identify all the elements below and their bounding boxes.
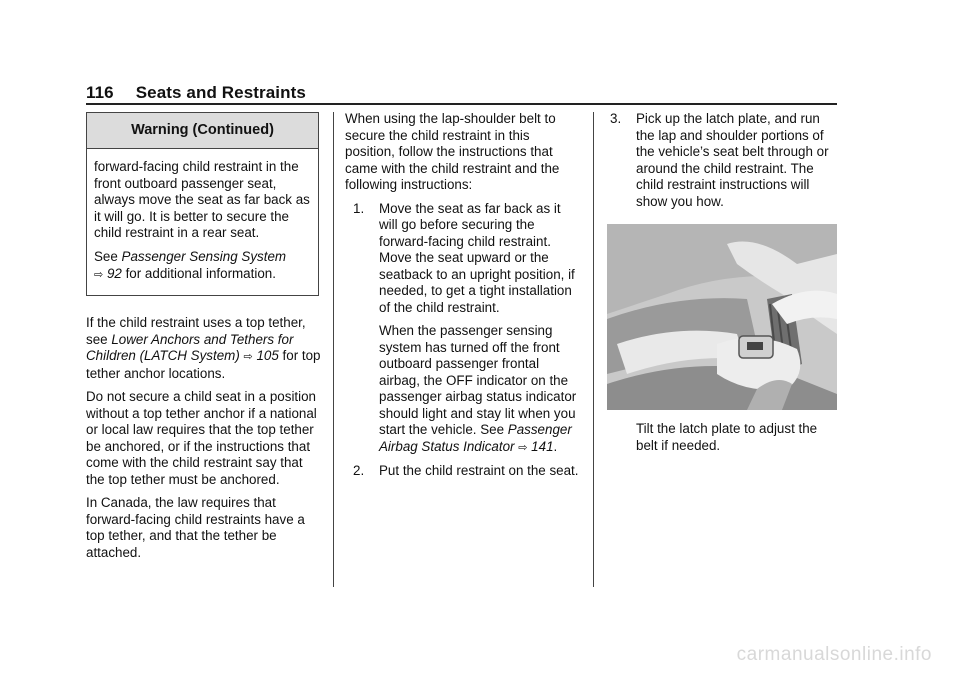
list-item [610,111,840,210]
header-rule [86,103,837,105]
column-1 [86,315,322,568]
page-header [86,83,306,103]
step-number: 1. [353,200,365,216]
warning-box [86,112,319,296]
anchor-paragraph: Do not secure a child seat in a position without a top tether anchor if a national or local law requires that the top tether be anchored, or if the instructions that come with the child restraint say that the top tether must be anchored. [86,389,317,487]
list-item [353,463,580,480]
warning-see [94,249,312,283]
tether-text-end: for top tether anchor locations. [86,348,321,381]
warning-body [87,149,318,283]
step-number: 3. [610,111,622,126]
intro-paragraph: When using the lap-shoulder belt to secure the child restraint in this position, follow the instructions that came with the child restraint and the following instructions: [345,111,560,192]
airbag-status-link[interactable]: Passenger Airbag Status Indicator [379,422,572,454]
tether-text: If the child restraint uses a top tether, see [86,315,306,347]
page-ref[interactable]: 105 [256,348,279,363]
column-divider [593,112,594,587]
step-1-note [379,323,580,456]
column-divider [333,112,334,587]
photo-caption: Tilt the latch plate to adjust the belt if needed. [636,421,818,453]
warning-title: Warning (Continued) [87,113,318,149]
column-2 [345,111,580,487]
passenger-sensing-link[interactable]: Passenger Sensing System [121,248,287,264]
latch-plate-illustration [607,224,837,410]
canada-paragraph: In Canada, the law requires that forward-facing child restraints have a top tether, and that the tether be attached. [86,495,305,560]
step-1-text: Move the seat as far back as it will go before securing the forward-facing child restraint. Move the seat upward or the seatback to an upright position, if needed, to get a tight installation of the child restraint. [379,200,575,315]
page-ref-arrow-icon: ⇨ [94,268,104,281]
note-end: . [553,438,558,454]
warning-text: forward-facing child restraint in the front outboard passenger seat, always move the seat as far back as it will go. It is better to secure the child restraint in a rear seat. [94,159,310,241]
page-ref-arrow-icon: ⇨ [518,441,528,454]
column-3 [610,111,840,217]
step-3-text: Pick up the latch plate, and run the lap and shoulder portions of the vehicle’s seat belt through or around the child restraint. The child restraint instructions will show you how. [636,111,829,209]
see-suffix: for additional information. [121,265,276,281]
note-text: When the passenger sensing system has turned off the front outboard passenger frontal airbag, the OFF indicator on the passenger airbag status indicator should light and stay lit when you start the vehicle. See [379,323,577,437]
list-item [353,201,580,457]
seat-belt-photo [607,224,837,410]
see-prefix: See [94,248,122,264]
page-ref[interactable]: 141 [531,438,554,454]
tether-paragraph [86,315,322,382]
section-title: Seats and Restraints [135,83,306,102]
step-number: 2. [353,463,365,478]
page-ref[interactable]: 92 [106,265,122,281]
latch-link[interactable]: Lower Anchors and Tethers for Children (LATCH System) [86,331,294,363]
step-2-text: Put the child restraint on the seat. [379,463,579,478]
page-ref-arrow-icon: ⇨ [243,351,253,363]
watermark: carmanualsonline.info [736,644,932,665]
page-number: 116 [86,83,114,102]
